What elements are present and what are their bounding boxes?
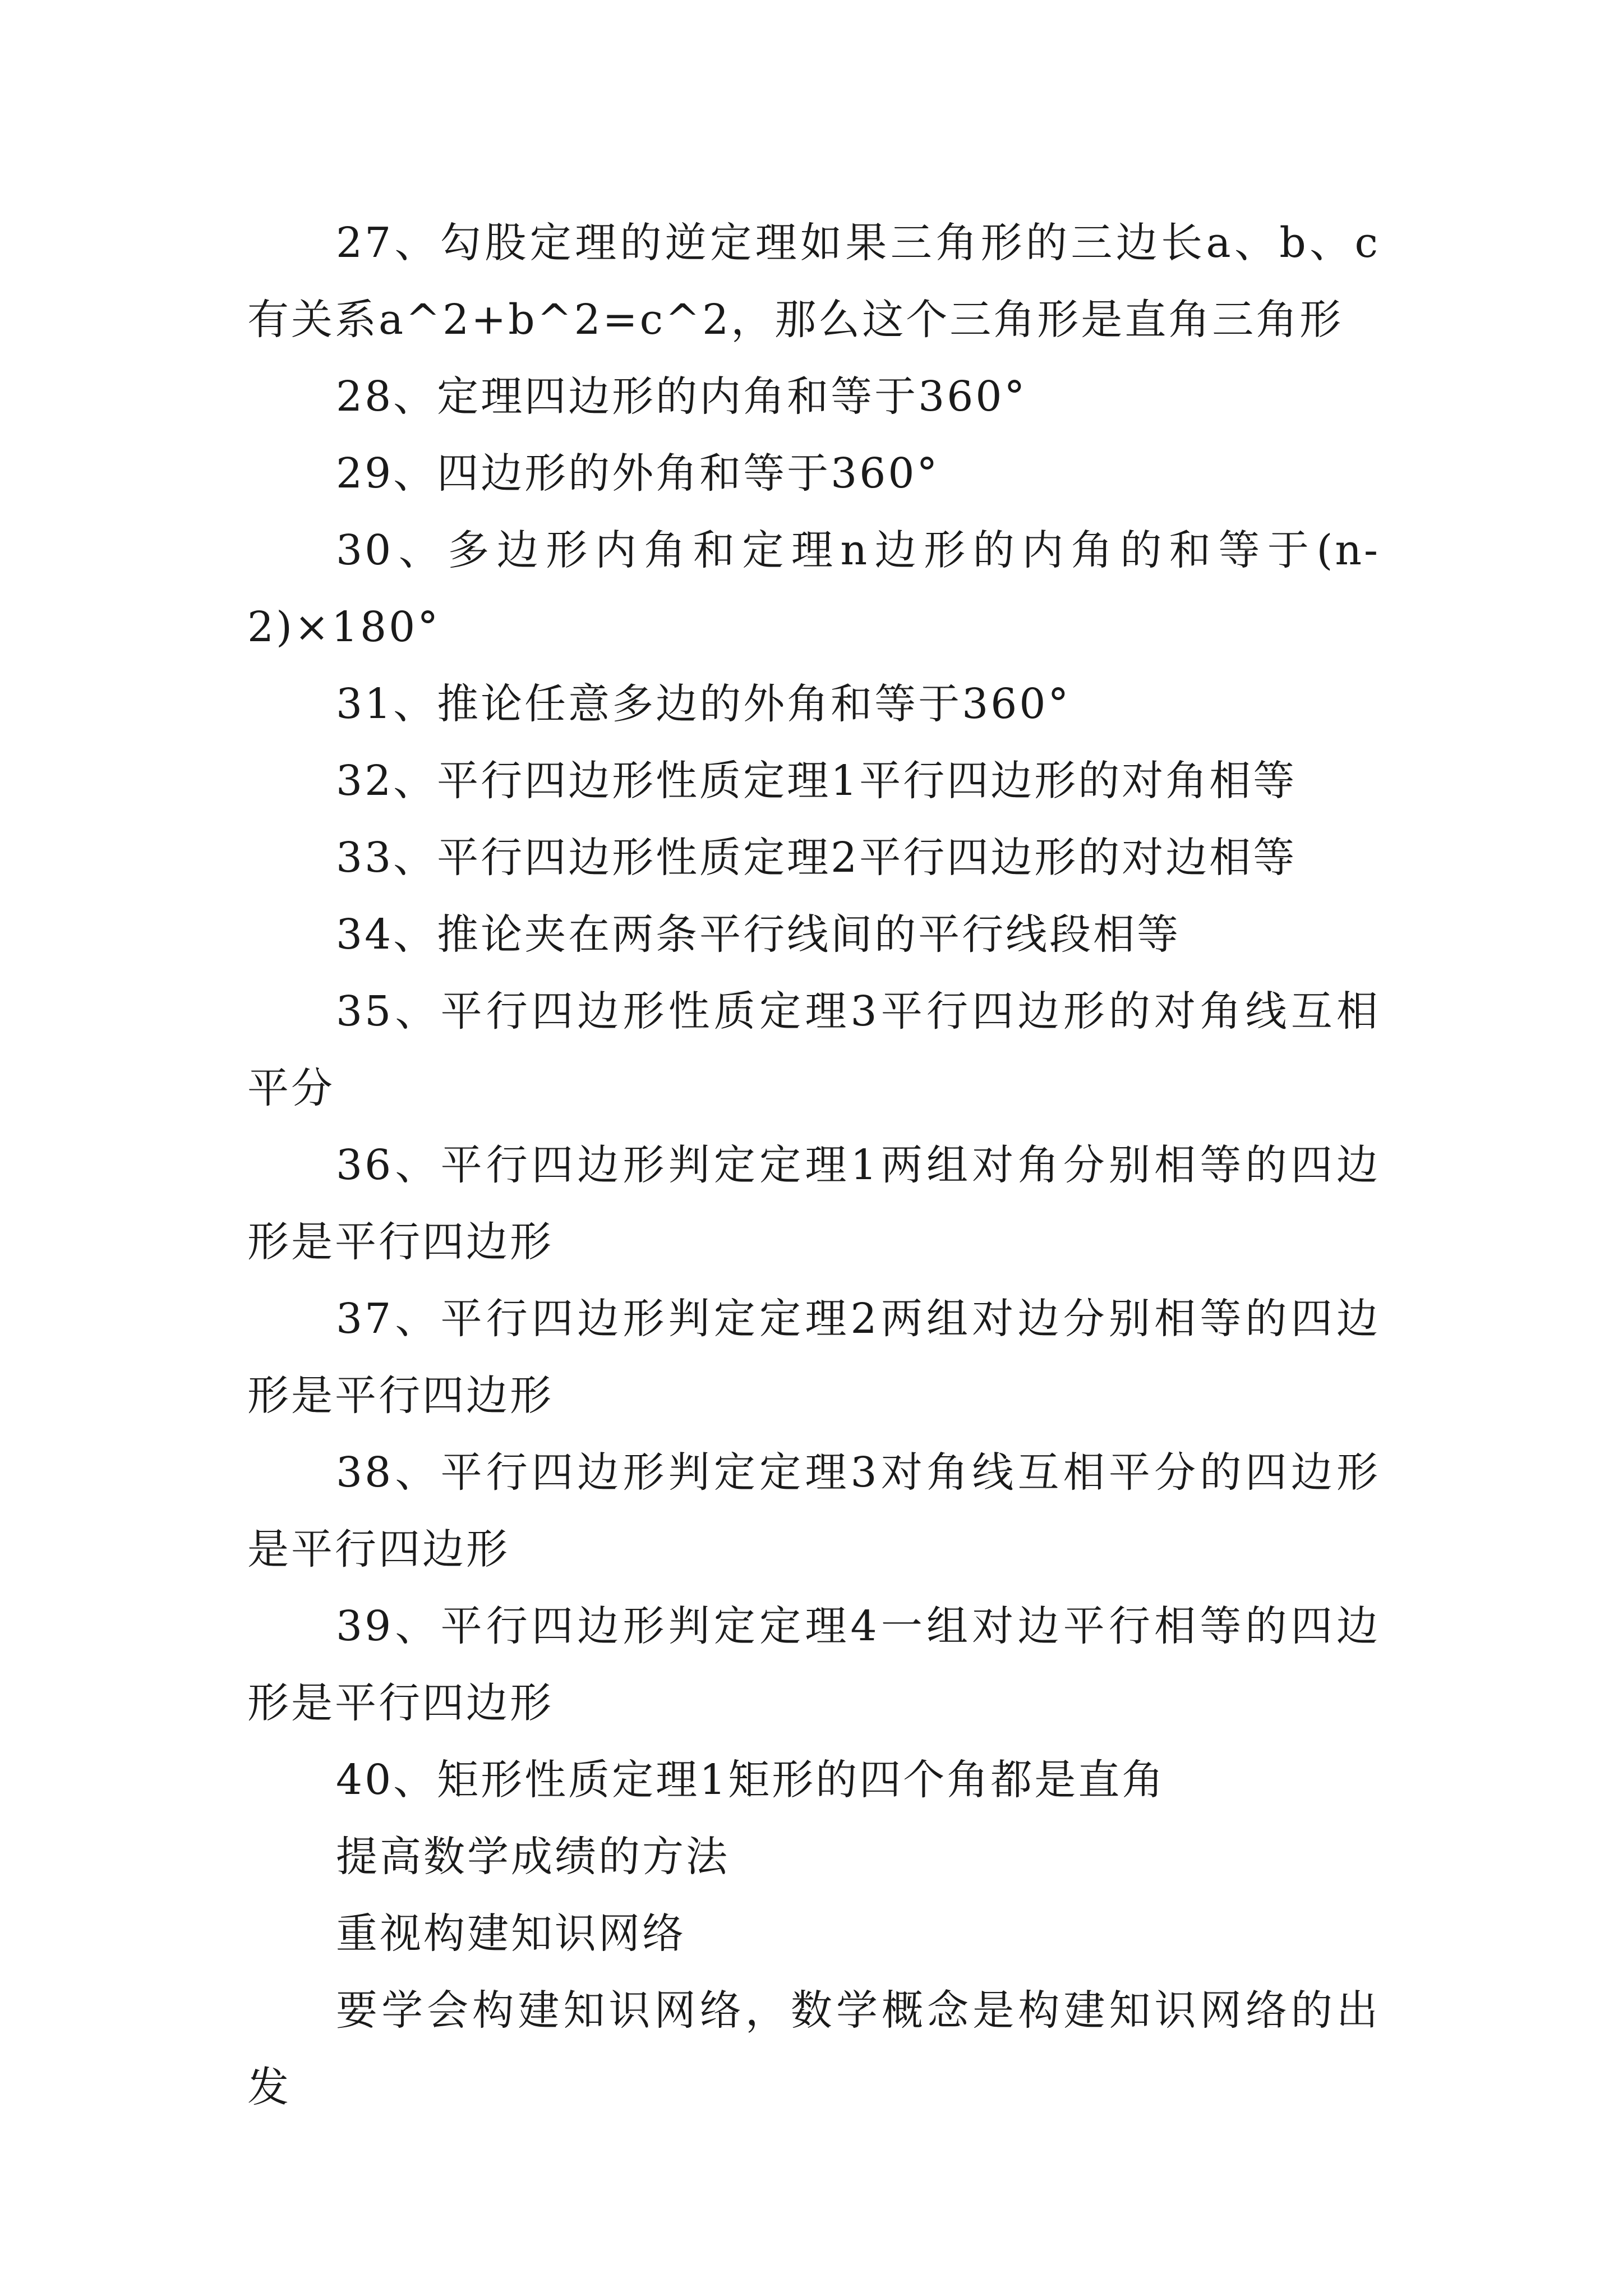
paragraph-29: 29、四边形的外角和等于360° [336, 449, 940, 498]
paragraph-33: 33、平行四边形性质定理2平行四边形的对边相等 [336, 834, 1297, 882]
paragraph-36: 36、平行四边形判定定理1两组对角分别相等的四边形是平行四边形 [247, 1141, 1380, 1266]
paragraph-35: 35、平行四边形性质定理3平行四边形的对角线互相平分 [247, 987, 1380, 1112]
section-heading-methods: 提高数学成绩的方法 [336, 1833, 730, 1881]
paragraph-27: 27、勾股定理的逆定理如果三角形的三边长a、b、c有关系a^2+b^2=c^2，那么这个三角形是直角三角形 [247, 219, 1380, 344]
paragraph-31: 31、推论任意多边的外角和等于360° [336, 680, 1071, 728]
paragraph-28: 28、定理四边形的内角和等于360° [336, 372, 1027, 421]
paragraph-39: 39、平行四边形判定定理4一组对边平行相等的四边形是平行四边形 [247, 1602, 1380, 1727]
paragraph-38: 38、平行四边形判定定理3对角线互相平分的四边形是平行四边形 [247, 1448, 1380, 1573]
paragraph-32: 32、平行四边形性质定理1平行四边形的对角相等 [336, 757, 1297, 805]
subheading-knowledge-network: 重视构建知识网络 [336, 1910, 686, 1958]
paragraph-knowledge-network: 要学会构建知识网络，数学概念是构建知识网络的出发 [247, 1986, 1380, 2111]
paragraph-40: 40、矩形性质定理1矩形的四个角都是直角 [336, 1756, 1166, 1804]
paragraph-37: 37、平行四边形判定定理2两组对边分别相等的四边形是平行四边形 [247, 1295, 1380, 1420]
document-body [247, 205, 1380, 2126]
paragraph-30: 30、多边形内角和定理n边形的内角的和等于(n-2)×180° [247, 526, 1380, 651]
paragraph-34: 34、推论夹在两条平行线间的平行线段相等 [336, 910, 1181, 959]
